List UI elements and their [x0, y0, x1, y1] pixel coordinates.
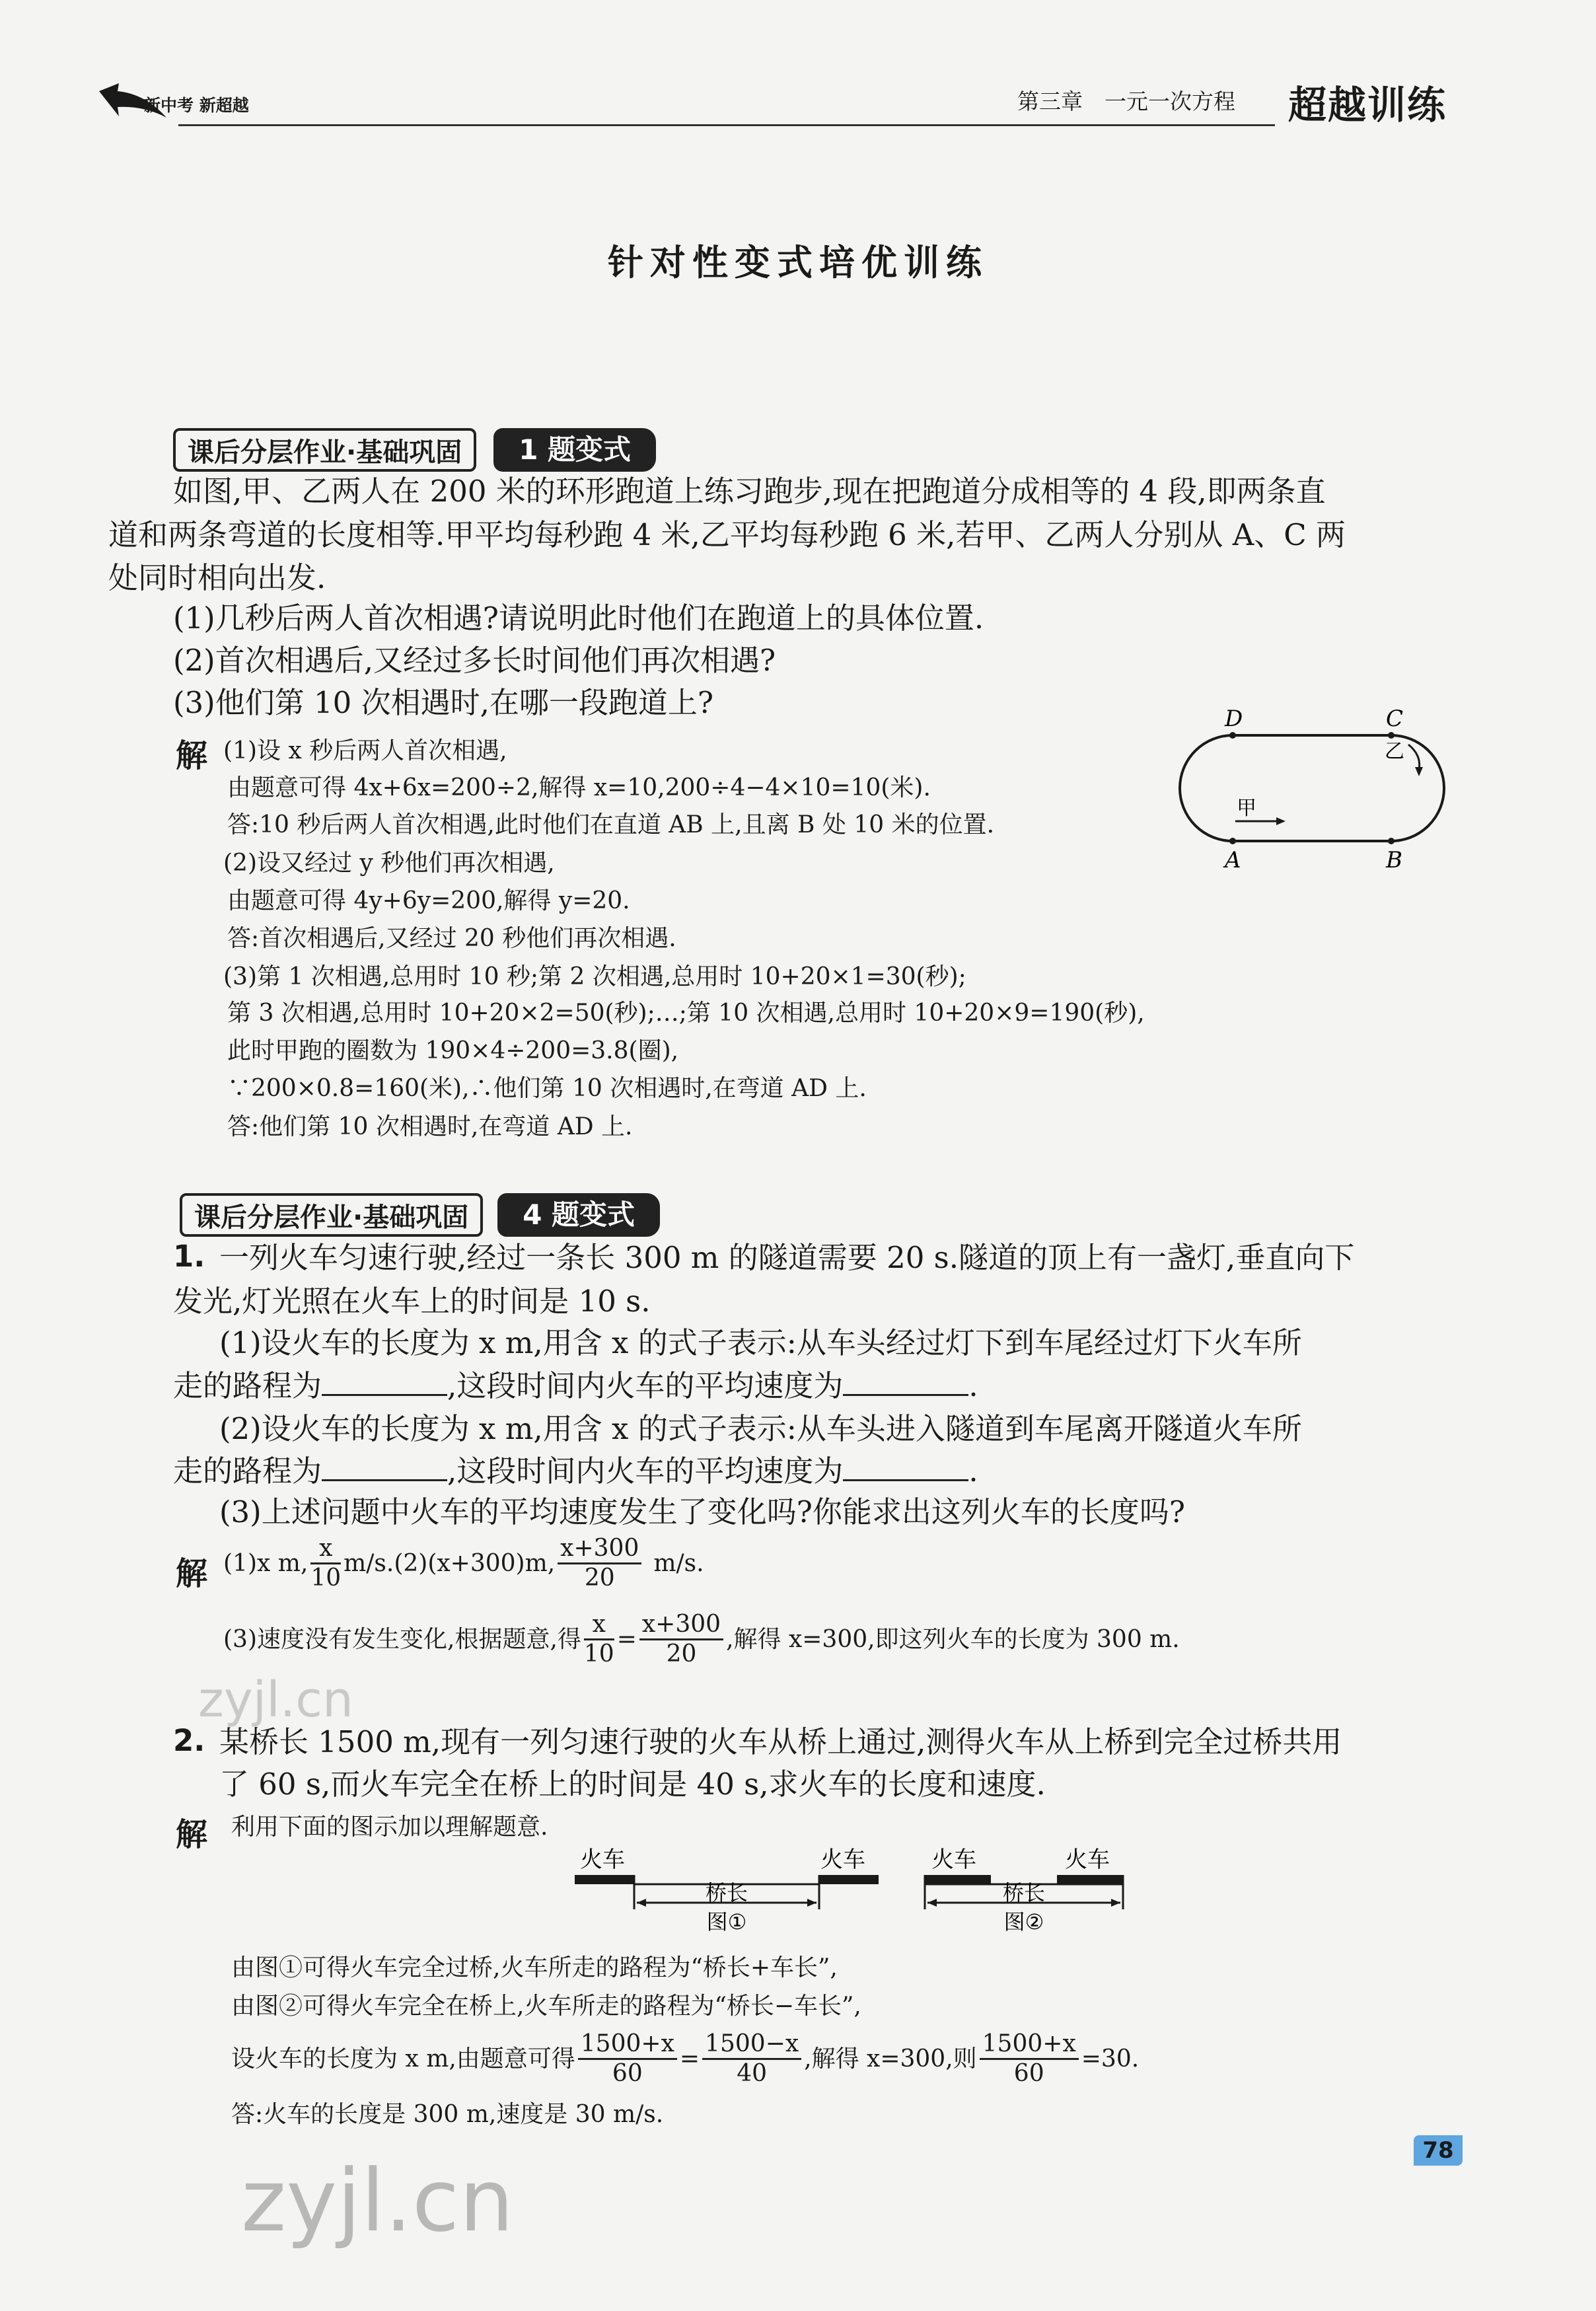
fraction: $\frac{x+300}{20}$	[558, 1536, 641, 1591]
q1-text-line: 处同时相向出发.	[108, 560, 326, 595]
bridge-diagram-2	[918, 1843, 1130, 1942]
bridge-label: 桥长	[1002, 1880, 1046, 1905]
answer-line: (1)设 x 秒后两人首次相遇,	[223, 737, 507, 764]
label-D: D	[1225, 706, 1243, 732]
answer-line: 答:火车的长度是 300 m,速度是 30 m/s.	[231, 2101, 664, 2128]
train-label: 火车	[820, 1847, 865, 1873]
section-badge: 4 题变式	[497, 1193, 660, 1237]
label-B: B	[1386, 847, 1402, 869]
answer-blank[interactable]	[843, 1453, 968, 1481]
section-1-header	[173, 428, 656, 472]
section-tag: 课后分层作业·基础巩固	[173, 428, 476, 472]
q-text-line: 一列火车匀速行驶,经过一条长 300 m 的隧道需要 20 s.隧道的顶上有一盏灯,垂直向下	[219, 1240, 1355, 1275]
q1-part-2: (2)首次相遇后,又经过多长时间他们再次相遇?	[173, 643, 776, 678]
answer-blank[interactable]	[322, 1368, 447, 1396]
q-part-3: (3)上述问题中火车的平均速度发生了变化吗?你能求出这列火车的长度吗?	[219, 1494, 1185, 1529]
label-yi: 乙	[1385, 740, 1404, 763]
label-C: C	[1386, 706, 1404, 732]
q-part-2b: 走的路程为 ,这段时间内火车的平均速度为 .	[173, 1453, 978, 1488]
figure-caption: 图①	[706, 1909, 747, 1934]
answer-line: (1)x m, $\frac{x}{10}$ m/s.(2)(x+300)m, $\frac{x+300}{20}$ m/s.	[223, 1535, 704, 1592]
answer-line: (3)速度没有发生变化,根据题意,得 $\frac{x}{10}$ = $\frac{x+300}{20}$ ,解得 x=300,即这列火车的长度为 300 m.	[223, 1611, 1180, 1668]
bridge-diagram-1	[568, 1843, 885, 1942]
q-text-line: 了 60 s,而火车完全在桥上的时间是 40 s,求火车的长度和速度.	[219, 1767, 1046, 1802]
answer-line: 第 3 次相遇,总用时 10+20×2=50(秒);…;第 10 次相遇,总用时 10+20×9=190(秒),	[227, 1000, 1145, 1027]
label-jia: 甲	[1237, 797, 1256, 820]
q-part-2a: (2)设火车的长度为 x m,用含 x 的式子表示:从车头进入隧道到车尾离开隧道火车所	[219, 1411, 1302, 1446]
watermark: zyjl.cn	[198, 1671, 353, 1728]
bridge-label: 桥长	[705, 1880, 748, 1905]
question-number: 1.	[173, 1239, 205, 1274]
section-tag: 课后分层作业·基础巩固	[180, 1193, 483, 1237]
answer-label: 解	[176, 1816, 208, 1853]
answer-line: 由题意可得 4y+6y=200,解得 y=20.	[227, 887, 630, 914]
answer-line: 答:首次相遇后,又经过 20 秒他们再次相遇.	[227, 925, 676, 952]
answer-blank[interactable]	[843, 1368, 968, 1396]
answer-line: 答:10 秒后两人首次相遇,此时他们在直道 AB 上,且离 B 处 10 米的位置.	[227, 811, 995, 838]
fraction: $\frac{1500+x}{60}$	[578, 2032, 677, 2086]
fraction: $\frac{x+300}{20}$	[639, 1612, 723, 1667]
answer-label: 解	[176, 1555, 208, 1592]
q-part-1a: (1)设火车的长度为 x m,用含 x 的式子表示:从车头经过灯下到车尾经过灯下火车所	[219, 1325, 1302, 1360]
answer-label: 解	[176, 737, 208, 774]
figure-caption: 图②	[1003, 1909, 1044, 1934]
answer-line: 利用下面的图示加以理解题意.	[231, 1814, 548, 1841]
train-label: 火车	[931, 1847, 976, 1873]
fraction: $\frac{1500+x}{60}$	[980, 2032, 1079, 2086]
answer-blank[interactable]	[322, 1453, 447, 1481]
q1-part-3: (3)他们第 10 次相遇时,在哪一段跑道上?	[173, 685, 714, 720]
fraction: $\frac{x}{10}$	[583, 1611, 614, 1668]
answer-line: ∵200×0.8=160(米),∴他们第 10 次相遇时,在弯道 AD 上.	[227, 1075, 867, 1102]
section-badge: 1 题变式	[493, 428, 656, 472]
page-number: 78	[1414, 2135, 1463, 2166]
answer-line: 设火车的长度为 x m,由题意可得 $\frac{1500+x}{60}$ = $\frac{1500-x}{40}$ ,解得 x=300,则 $\frac{1500+x}{60}$ =30.	[231, 2030, 1140, 2087]
q-text-line: 发光,灯光照在火车上的时间是 10 s.	[173, 1284, 651, 1319]
watermark: zyjl.cn	[241, 2150, 514, 2251]
section-2-header	[180, 1193, 660, 1237]
question-number: 2.	[173, 1723, 205, 1758]
label-A: A	[1225, 847, 1241, 869]
q1-text-line: 如图,甲、乙两人在 200 米的环形跑道上练习跑步,现在把跑道分成相等的 4 段,即两条直	[173, 474, 1326, 509]
q-text-line: 某桥长 1500 m,现有一列匀速行驶的火车从桥上通过,测得火车从上桥到完全过桥共用	[219, 1724, 1342, 1759]
header-series-title: 超越训练	[1288, 83, 1447, 128]
fraction: $\frac{1500-x}{40}$	[702, 2032, 801, 2086]
answer-line: 答:他们第 10 次相遇时,在弯道 AD 上.	[227, 1113, 633, 1140]
q-part-1b: 走的路程为 ,这段时间内火车的平均速度为 .	[173, 1368, 978, 1403]
header-chapter: 第三章 一元一次方程	[1017, 89, 1235, 114]
fraction: $\frac{x}{10}$	[310, 1535, 342, 1592]
answer-line: 由图②可得火车完全在桥上,火车所走的路程为“桥长−车长”,	[231, 1993, 861, 2020]
running-track-diagram	[1176, 704, 1453, 869]
train-label: 火车	[580, 1847, 625, 1873]
answer-line: (2)设又经过 y 秒他们再次相遇,	[223, 850, 555, 877]
q1-part-1: (1)几秒后两人首次相遇?请说明此时他们在跑道上的具体位置.	[173, 601, 984, 636]
page-title: 针对性变式培优训练	[608, 242, 988, 283]
answer-line: (3)第 1 次相遇,总用时 10 秒;第 2 次相遇,总用时 10+20×1=30(秒);	[223, 963, 966, 990]
answer-line: 由题意可得 4x+6x=200÷2,解得 x=10,200÷4−4×10=10(米).	[227, 774, 931, 801]
train-label: 火车	[1065, 1847, 1110, 1873]
q1-text-line: 道和两条弯道的长度相等.甲平均每秒跑 4 米,乙平均每秒跑 6 米,若甲、乙两人分别从 A、C 两	[108, 517, 1346, 552]
header-brand-text: 新中考 新超越	[144, 96, 249, 115]
answer-line: 此时甲跑的圈数为 190×4÷200=3.8(圈),	[227, 1037, 679, 1064]
header-rule	[178, 124, 1275, 126]
answer-line: 由图①可得火车完全过桥,火车所走的路程为“桥长+车长”,	[231, 1954, 838, 1981]
